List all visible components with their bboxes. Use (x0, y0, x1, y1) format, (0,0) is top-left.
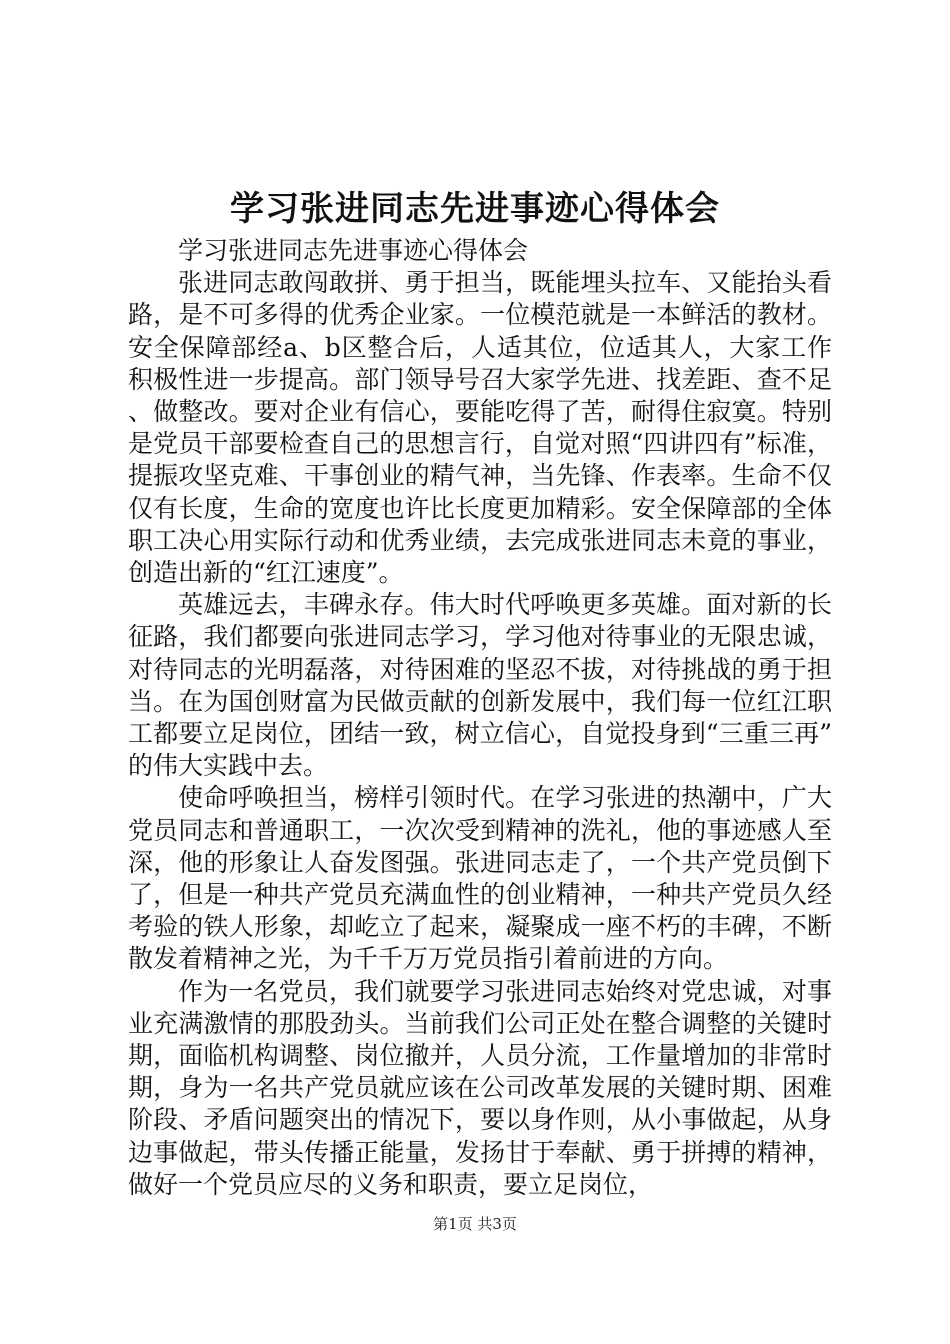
body-paragraph: 使命呼唤担当，榜样引领时代。在学习张进的热潮中，广大党员同志和普通职工，一次次受到精神的洗礼，他的事迹感人至深，他的形象让人奋发图强。张进同志走了，一个共产党员倒下了，但是一种共产党员充满血性的创业精神，一种共产党员久经考验的铁人形象，却屹立了起来，凝聚成一座不朽的丰碑，不断散发着精神之光，为千千万万党员指引着前进的方向。 (128, 783, 832, 974)
body-paragraph: 张进同志敢闯敢拼、勇于担当，既能埋头拉车、又能抬头看路，是不可多得的优秀企业家。一位模范就是一本鲜活的教材。安全保障部经a、b区整合后，人适其位，位适其人，大家工作积极性进一步提高。部门领导号召大家学先进、找差距、查不足、做整改。要对企业有信心，要能吃得了苦，耐得住寂寞。特别是党员干部要检查自己的思想言行，自觉对照“四讲四有”标准，提振攻坚克难、干事创业的精气神，当先锋、作表率。生命不仅仅有长度，生命的宽度也许比长度更加精彩。安全保障部的全体职工决心用实际行动和优秀业绩，去完成张进同志未竟的事业，创造出新的“红江速度”。 (128, 268, 832, 588)
page-footer: 第1页 共3页 (433, 1215, 517, 1233)
body-paragraph: 作为一名党员，我们就要学习张进同志始终对党忠诚，对事业充满激情的那股劲头。当前我们公司正处在整合调整的关键时期，面临机构调整、岗位撤并，人员分流，工作量增加的非常时期，身为一名共产党员就应该在公司改革发展的关键时期、困难阶段、矛盾问题突出的情况下，要以身作则，从小事做起，从身边事做起，带头传播正能量，发扬甘于奉献、勇于拼搏的精神，做好一个党员应尽的义务和职责，要立足岗位， (128, 976, 832, 1199)
subtitle-paragraph: 学习张进同志先进事迹心得体会 (178, 236, 529, 265)
body-paragraph: 英雄远去，丰碑永存。伟大时代呼唤更多英雄。面对新的长征路，我们都要向张进同志学习，学习他对待事业的无限忠诚，对待同志的光明磊落，对待困难的坚忍不拔，对待挑战的勇于担当。在为国创财富为民做贡献的创新发展中，我们每一位红江职工都要立足岗位，团结一致，树立信心，自觉投身到“三重三再”的伟大实践中去。 (128, 590, 832, 781)
document-title: 学习张进同志先进事迹心得体会 (230, 189, 720, 229)
document-body (128, 235, 832, 1201)
